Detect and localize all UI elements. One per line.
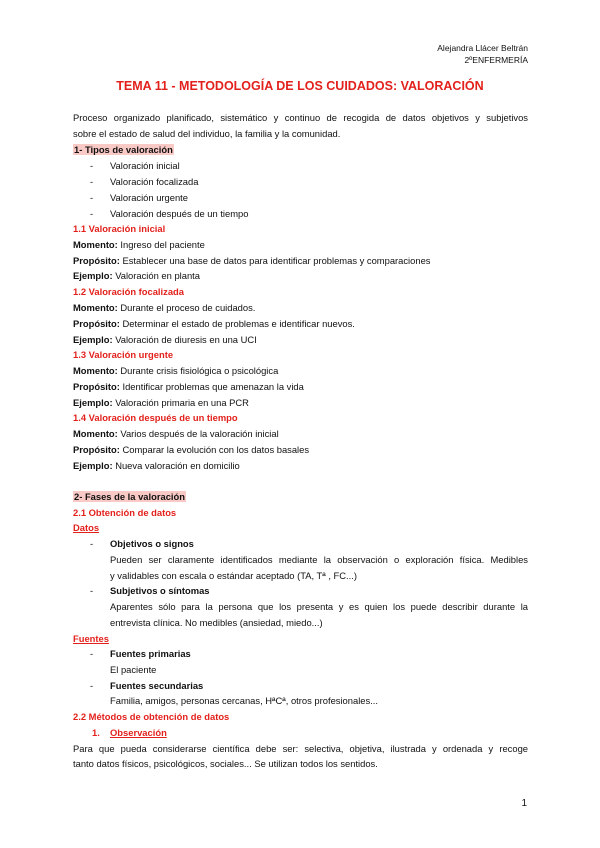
sub11-proposito: Propósito: Establecer una base de datos para identificar problemas y comparaciones [73, 255, 431, 266]
type-bullet-4: Valoración después de un tiempo [110, 208, 249, 219]
intro-line-1: Proceso organizado planificado, sistemático y continuo de recogida de datos objetivos y subjetivos [73, 112, 528, 123]
datos-heading: Datos [73, 522, 100, 533]
sub12-momento: Momento: Durante el proceso de cuidados. [73, 302, 256, 313]
observacion-text-2: tanto datos físicos, psicológicos, sociales... Se utilizan todos los sentidos. [73, 758, 378, 769]
page-number: 1 [521, 798, 527, 809]
primarias-title: Fuentes primarias [110, 648, 191, 659]
bullet-dash: - [90, 585, 94, 596]
section1-heading: 1- Tipos de valoración [74, 144, 173, 155]
type-bullet-2: Valoración focalizada [110, 176, 199, 187]
bullet-dash: - [90, 648, 94, 659]
secundarias-title: Fuentes secundarias [110, 680, 204, 691]
header-author: Alejandra Llácer Beltrán [437, 43, 528, 53]
type-bullet-1: Valoración inicial [110, 160, 180, 171]
secundarias-text: Familia, amigos, personas cercanas, HªCª, otros profesionales... [110, 695, 378, 706]
bullet-dash: - [90, 192, 94, 203]
sub12-ejemplo: Ejemplo: Valoración de diuresis en una UCI [73, 334, 257, 345]
intro-line-2: sobre el estado de salud del individuo, la familia y la comunidad. [73, 128, 341, 139]
bullet-dash: - [90, 160, 94, 171]
sub13-momento: Momento: Durante crisis fisiológica o psicológica [73, 365, 279, 376]
sub12-proposito: Propósito: Determinar el estado de problemas e identificar nuevos. [73, 318, 355, 329]
sub11-momento: Momento: Ingreso del paciente [73, 239, 205, 250]
objetivos-title: Objetivos o signos [110, 538, 194, 549]
header-course: 2ºENFERMERÍA [464, 55, 528, 65]
sub14-ejemplo: Ejemplo: Nueva valoración en domicilio [73, 460, 240, 471]
sub13-proposito: Propósito: Identificar problemas que amenazan la vida [73, 381, 304, 392]
sub21-heading: 2.1 Obtención de datos [73, 507, 177, 518]
sub13-heading: 1.3 Valoración urgente [73, 349, 174, 360]
observacion-number: 1. [92, 727, 100, 738]
sub14-proposito: Propósito: Comparar la evolución con los datos basales [73, 444, 310, 455]
sub11-ejemplo: Ejemplo: Valoración en planta [73, 270, 200, 281]
sub14-heading: 1.4 Valoración después de un tiempo [73, 412, 238, 423]
sub22-heading: 2.2 Métodos de obtención de datos [73, 711, 230, 722]
subjetivos-text-2: entrevista clínica. No medibles (ansiedad, miedo...) [110, 617, 323, 628]
sub12-heading: 1.2 Valoración focalizada [73, 286, 184, 297]
section2-heading: 2- Fases de la valoración [74, 491, 185, 502]
sub13-ejemplo: Ejemplo: Valoración primaria en una PCR [73, 397, 249, 408]
objetivos-text-2: y validables con escala o estándar aceptado (TA, Tª , FC...) [110, 570, 357, 581]
observacion-text-1: Para que pueda considerarse científica debe ser: selectiva, objetiva, ilustrada y ordenada y recoge [73, 743, 528, 754]
type-bullet-3: Valoración urgente [110, 192, 189, 203]
subjetivos-text-1: Aparentes sólo para la persona que los presenta y es quien los puede describir durante la [110, 601, 528, 612]
bullet-dash: - [90, 680, 94, 691]
page-title: TEMA 11 - METODOLOGÍA DE LOS CUIDADOS: VALORACIÓN [116, 79, 484, 93]
primarias-text: El paciente [110, 664, 157, 675]
objetivos-text-1: Pueden ser claramente identificados mediante la observación o exploración física. Medibles [110, 554, 528, 565]
observacion-title: Observación [110, 727, 167, 738]
fuentes-heading: Fuentes [73, 633, 109, 644]
sub11-heading: 1.1 Valoración inicial [73, 223, 166, 234]
bullet-dash: - [90, 208, 94, 219]
bullet-dash: - [90, 538, 94, 549]
subjetivos-title: Subjetivos o síntomas [110, 585, 210, 596]
bullet-dash: - [90, 176, 94, 187]
sub14-momento: Momento: Varios después de la valoración inicial [73, 428, 279, 439]
